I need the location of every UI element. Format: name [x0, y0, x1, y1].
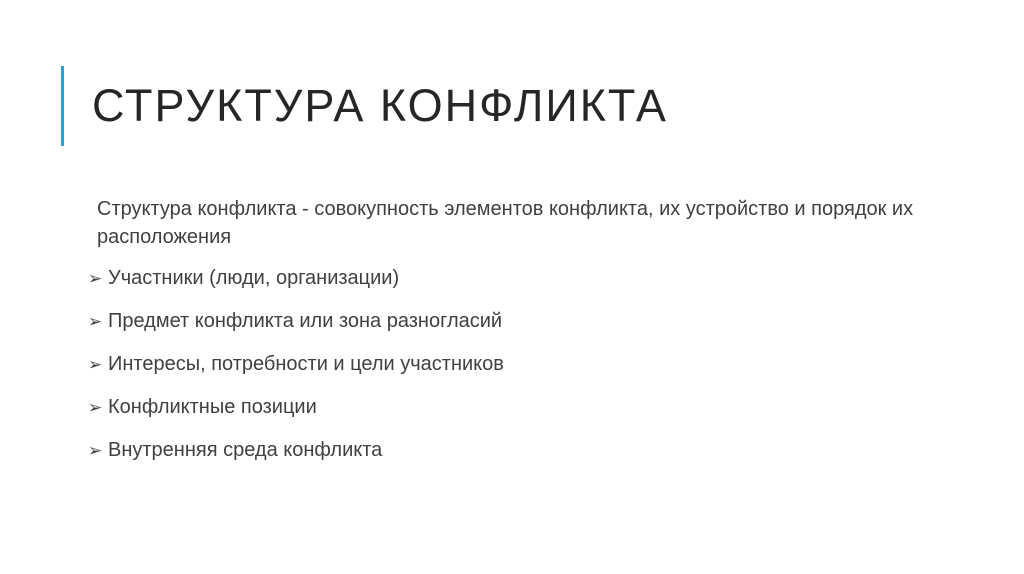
slide-title: СТРУКТУРА КОНФЛИКТА	[92, 80, 668, 131]
list-item-text: Предмет конфликта или зона разногласий	[108, 310, 503, 332]
list-item	[88, 436, 504, 479]
bullet-list	[88, 264, 504, 479]
list-item	[88, 307, 504, 350]
list-item-text: Конфликтные позиции	[108, 396, 317, 418]
arrow-bullet-icon: ➢	[88, 269, 103, 288]
list-item	[88, 350, 504, 393]
arrow-bullet-icon: ➢	[88, 398, 103, 417]
arrow-bullet-icon: ➢	[88, 441, 103, 460]
list-item-text: Внутренняя среда конфликта	[108, 439, 383, 461]
title-accent-bar	[61, 66, 64, 146]
list-item	[88, 393, 504, 436]
definition-text: Структура конфликта - совокупность элементов конфликта, их устройство и порядок их расположения	[97, 198, 914, 248]
arrow-bullet-icon: ➢	[88, 312, 103, 331]
list-item-text: Интересы, потребности и цели участников	[108, 353, 504, 375]
arrow-bullet-icon: ➢	[88, 355, 103, 374]
list-item	[88, 264, 504, 307]
list-item-text: Участники (люди, организации)	[108, 267, 400, 289]
